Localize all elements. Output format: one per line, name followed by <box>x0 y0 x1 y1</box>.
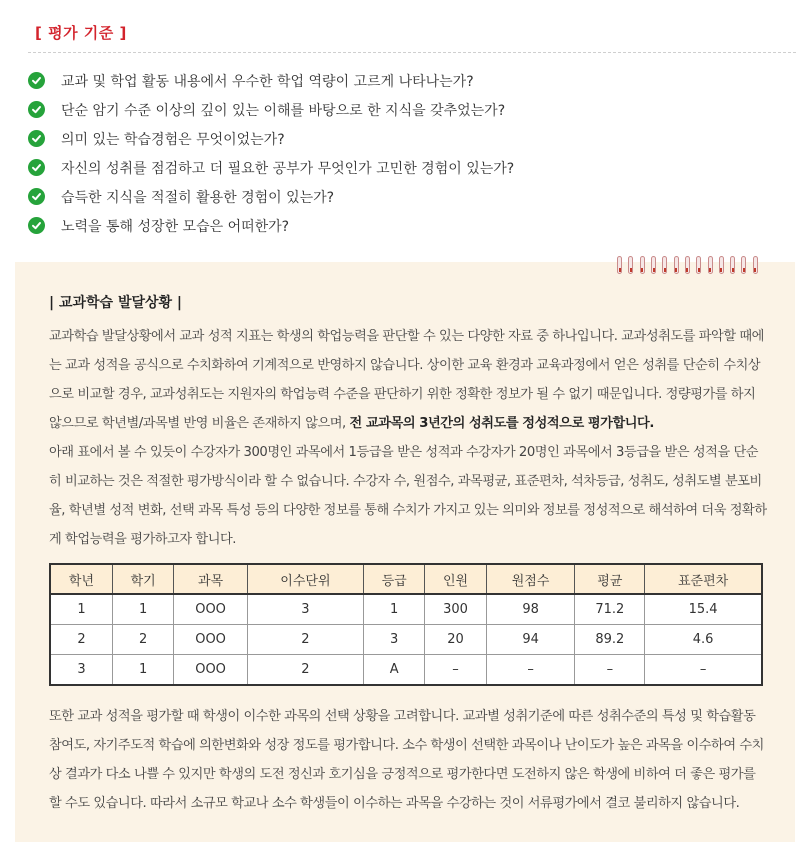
intro-text: 교과학습 발달상황에서 교과 성적 지표는 학생의 학업능력을 판단할 수 있는 다양한 자료 중 하나입니다. 교과성취도를 파악할 때에는 교과 성적을 공식으로 수치화하여 기계적으로 반영하지 않습니다. 상이한 교육 환경과 교육과정에서 얻은 성취를 단순히 수치상으로 비교할 경우, 교과성취도는 지원자의 학업능력 수준을 판단하기 위한 정확한 정보가 될 수 없기 때문입니다. 정량평가를 하지 않으므로 학년별/과목별 반영 비율은 존재하지 않으며, <box>49 329 764 431</box>
table-cell: 2 <box>247 625 363 655</box>
table-cell: 4.6 <box>645 625 762 655</box>
table-cell: 94 <box>486 625 575 655</box>
table-cell: OOO <box>174 655 248 686</box>
heading-divider <box>28 52 796 53</box>
col-header: 평균 <box>575 564 645 594</box>
table-cell: OOO <box>174 594 248 625</box>
check-icon <box>28 188 45 205</box>
table-cell: – <box>575 655 645 686</box>
criteria-text: 의미 있는 학습경험은 무엇이었는가? <box>61 131 285 148</box>
table-cell: 3 <box>363 625 424 655</box>
criteria-item <box>28 66 514 95</box>
section-title: | 교과학습 발달상황 | <box>49 295 183 311</box>
criteria-text: 습득한 지식을 적절히 활용한 경험이 있는가? <box>61 189 335 206</box>
criteria-text: 단순 암기 수준 이상의 깊이 있는 이해를 바탕으로 한 지식을 갖추었는가? <box>61 102 506 119</box>
binder-ring-icon <box>628 256 633 274</box>
table-cell: 20 <box>425 625 486 655</box>
col-header: 이수단위 <box>247 564 363 594</box>
binder-ring-icon <box>730 256 735 274</box>
check-icon <box>28 72 45 89</box>
table-cell: 2 <box>112 625 173 655</box>
table-cell: 2 <box>50 625 112 655</box>
binder-ring-icon <box>753 256 758 274</box>
criteria-item <box>28 95 514 124</box>
table-row <box>50 655 762 686</box>
table-cell: OOO <box>174 625 248 655</box>
criteria-text: 자신의 성취를 점검하고 더 필요한 공부가 무엇인가 고민한 경험이 있는가? <box>61 160 515 177</box>
table-cell: 89.2 <box>575 625 645 655</box>
intro-paragraph <box>49 322 767 554</box>
col-header: 학년 <box>50 564 112 594</box>
binder-ring-icon <box>685 256 690 274</box>
table-header-row <box>50 564 762 594</box>
table-cell: 3 <box>50 655 112 686</box>
check-icon <box>28 130 45 147</box>
binder-ring-icon <box>640 256 645 274</box>
binder-ring-icon <box>719 256 724 274</box>
col-header: 학기 <box>112 564 173 594</box>
table-cell: A <box>363 655 424 686</box>
criteria-item <box>28 211 514 240</box>
criteria-text: 노력을 통해 성장한 모습은 어떠한가? <box>61 218 290 235</box>
col-header: 표준편차 <box>645 564 762 594</box>
closing-paragraph: 또한 교과 성적을 평가할 때 학생이 이수한 과목의 선택 상황을 고려합니다. 교과별 성취기준에 따른 성취수준의 특성 및 학습활동 참여도, 자기주도적 학습에 의한변화와 성장 정도를 평가합니다. 소수 학생이 선택한 과목이나 난이도가 높은 과목을 이수하여 수치상 결과가 다소 나쁠 수 있지만 학생의 도전 정신과 호기심을 긍정적으로 평가한다면 도전하지 않은 학생에 비하여 더 좋은 평가를 할 수도 있습니다. 따라서 소규모 학교나 소수 학생들이 이수하는 과목을 수강하는 것이 서류평가에서 결코 불리하지 않습니다. <box>49 709 764 811</box>
criteria-item <box>28 182 514 211</box>
intro-emphasis: 전 교과목의 3년간의 성취도를 정성적으로 평가합니다. <box>349 416 654 431</box>
table-cell: 1 <box>112 594 173 625</box>
criteria-item <box>28 124 514 153</box>
table-cell: 1 <box>112 655 173 686</box>
table-cell: 15.4 <box>645 594 762 625</box>
table-row <box>50 625 762 655</box>
check-icon <box>28 159 45 176</box>
criteria-list <box>28 66 514 240</box>
grade-table <box>49 563 763 686</box>
table-cell: 1 <box>363 594 424 625</box>
table-cell: 300 <box>425 594 486 625</box>
table-cell: – <box>425 655 486 686</box>
binder-ring-icon <box>617 256 622 274</box>
table-cell: 98 <box>486 594 575 625</box>
table-cell: 2 <box>247 655 363 686</box>
binder-ring-icon <box>662 256 667 274</box>
col-header: 과목 <box>174 564 248 594</box>
intro-text-continued: 아래 표에서 볼 수 있듯이 수강자가 300명인 과목에서 1등급을 받은 성적과 수강자가 20명인 과목에서 3등급을 받은 성적을 단순히 비교하는 것은 적절한 평가방식이라 할 수 없습니다. 수강자 수, 원점수, 과목평균, 표준편차, 석차등급, 성취도, 성취도별 분포비율, 학년별 성적 변화, 선택 과목 특성 등의 다양한 정보를 통해 수치가 가지고 있는 의미와 정보를 정성적으로 해석하여 더욱 정확하게 학업능력을 평가하고자 합니다. <box>49 445 767 547</box>
col-header: 인원 <box>425 564 486 594</box>
binder-ring-icon <box>741 256 746 274</box>
table-cell: 71.2 <box>575 594 645 625</box>
binder-ring-icon <box>674 256 679 274</box>
check-icon <box>28 217 45 234</box>
table-row <box>50 594 762 625</box>
binder-rings <box>617 256 764 274</box>
col-header: 원점수 <box>486 564 575 594</box>
table-cell: 3 <box>247 594 363 625</box>
check-icon <box>28 101 45 118</box>
col-header: 등급 <box>363 564 424 594</box>
table-cell: 1 <box>50 594 112 625</box>
binder-ring-icon <box>708 256 713 274</box>
criteria-text: 교과 및 학업 활동 내용에서 우수한 학업 역량이 고르게 나타나는가? <box>61 73 474 90</box>
binder-ring-icon <box>651 256 656 274</box>
criteria-item <box>28 153 514 182</box>
table-cell: – <box>486 655 575 686</box>
binder-ring-icon <box>696 256 701 274</box>
grades-panel <box>15 262 795 842</box>
criteria-heading: [ 평가 기준 ] <box>35 24 127 42</box>
table-cell: – <box>645 655 762 686</box>
